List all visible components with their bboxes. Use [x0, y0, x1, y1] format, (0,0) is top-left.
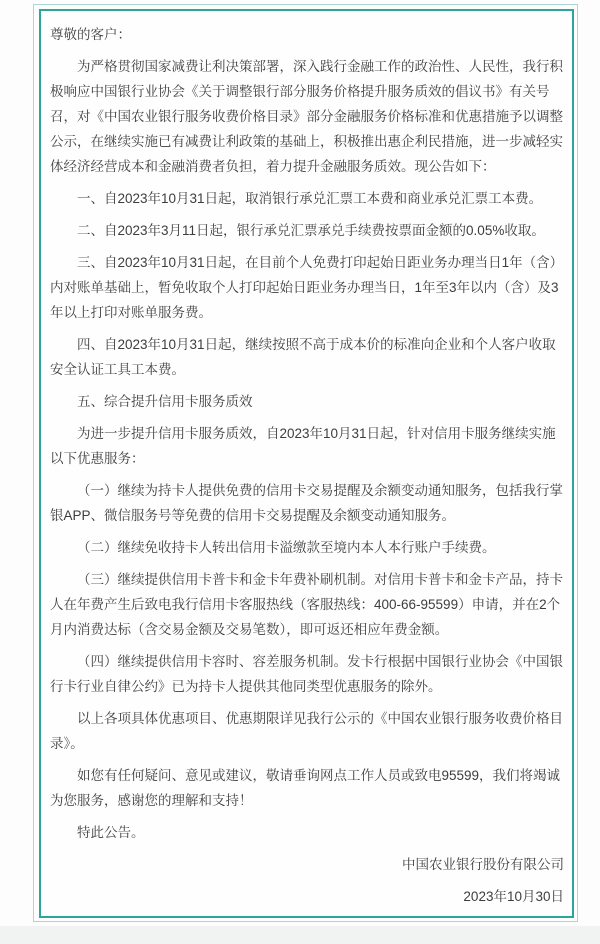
- credit-card-item-3-paragraph: （三）继续提供信用卡普卡和金卡年费补刷机制。对信用卡普卡和金卡产品，持卡人在年费产生后致电我行信用卡客服热线（客服热线：400-66-95599）申请，并在2个月内消费达标（含交易金额及交易笔数），即可返还相应年费金额。: [50, 572, 563, 637]
- credit-card-item-4-paragraph: （四）继续提供信用卡容时、容差服务机制。发卡行根据中国银行业协会《中国银行卡行业自律公约》已为持卡人提供其他同类型优惠服务的除外。: [50, 654, 563, 694]
- item-1-paragraph: 一、自2023年10月31日起，取消银行承兑汇票工本费和商业承兑汇票工本费。: [77, 191, 543, 206]
- item-2-paragraph: 二、自2023年3月11日起，银行承兑汇票承兑手续费按票面金额的0.05%收取。: [77, 223, 545, 238]
- closing-paragraph: 特此公告。: [77, 825, 145, 840]
- summary-paragraph: 以上各项具体优惠项目、优惠期限详见我行公示的《中国农业银行服务收费价格目录》。: [50, 711, 563, 751]
- credit-card-intro-paragraph: 为进一步提升信用卡服务质效，自2023年10月31日起，针对信用卡服务继续实施以下优惠服务：: [50, 426, 556, 466]
- page-bottom-margin: [0, 926, 600, 944]
- credit-card-item-1-paragraph: （一）继续为持卡人提供免费的信用卡交易提醒及余额变动通知服务，包括我行掌银APP、微信服务号等免费的信用卡交易提醒及余额变动通知服务。: [50, 483, 563, 523]
- salutation: 尊敬的客户：: [50, 27, 131, 42]
- item-3-paragraph: 三、自2023年10月31日起，在目前个人免费打印起始日距业务办理当日1年（含）内对账单基础上，暂免收取个人打印起始日距业务办理当日，1年至3年以内（含）及3年以上打印对账单服务费。: [50, 255, 564, 320]
- signature: 中国农业银行股份有限公司: [402, 857, 564, 872]
- item-5-heading: 五、综合提升信用卡服务质效: [77, 394, 253, 409]
- announcement-document: [39, 9, 574, 918]
- credit-card-item-2-paragraph: （二）继续免收持卡人转出信用卡溢缴款至境内本人本行账户手续费。: [77, 540, 496, 555]
- item-4-paragraph: 四、自2023年10月31日起，继续按照不高于成本价的标准向企业和个人客户收取安全认证工具工本费。: [50, 337, 556, 377]
- intro-paragraph: 为严格贯彻国家减费让利决策部署，深入践行金融工作的政治性、人民性，我行积极响应中国银行业协会《关于调整银行部分服务价格提升服务质效的倡议书》有关号召，对《中国农业银行服务收费价格目录》部分金融服务价格标准和优惠措施予以调整公示，在继续实施已有减费让利政策的基础上，积极推出惠企利民措施，进一步减轻实体经济经营成本和金融消费者负担，着力提升金融服务质效。现公告如下：: [50, 59, 563, 174]
- contact-paragraph: 如您有任何疑问、意见或建议，敬请垂询网点工作人员或致电95599，我们将竭诚为您服务，感谢您的理解和支持！: [50, 768, 561, 808]
- signature-block: [50, 852, 564, 909]
- date: 2023年10月30日: [463, 889, 564, 904]
